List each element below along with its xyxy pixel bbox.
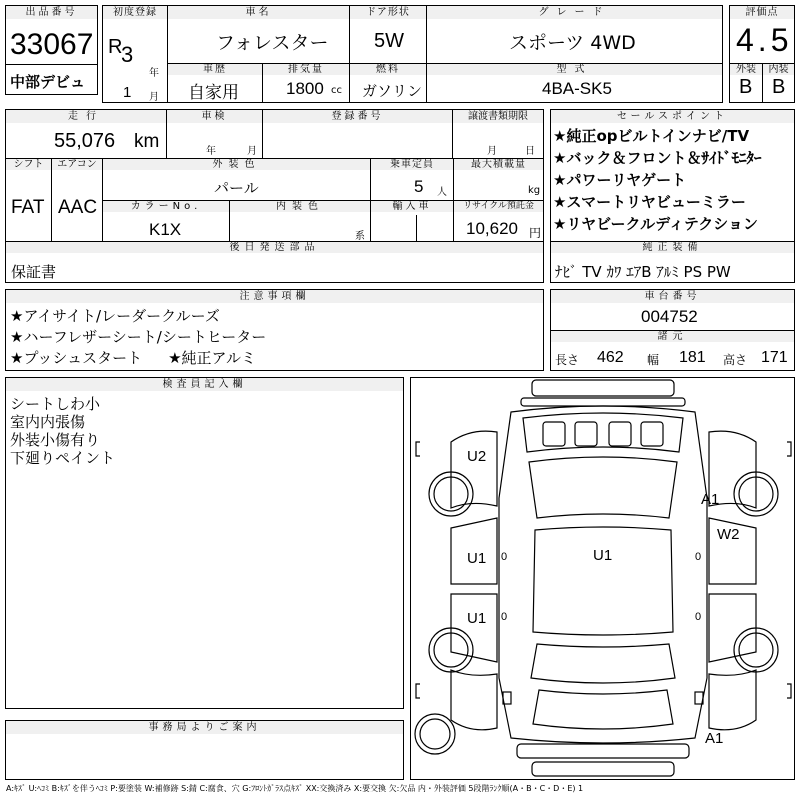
displacement-box	[262, 63, 350, 103]
recycle-amount: 10,620	[466, 219, 518, 238]
lot-number: 33067	[10, 28, 94, 61]
inspector-item: 下廻りペイント	[10, 449, 116, 467]
inspector-item: 室内内張傷	[10, 413, 86, 431]
mileage-box	[5, 109, 167, 159]
max-load-box	[453, 158, 544, 201]
car-name-box	[167, 5, 350, 64]
history-box	[167, 63, 263, 103]
score-box	[729, 5, 795, 64]
note-item: ★ハーフレザーシート/シートヒーター	[10, 328, 267, 346]
damage-diagram	[410, 377, 795, 780]
registration-number-label: 登録番号	[263, 110, 452, 123]
note-item-push-start: ★プッシュスタート	[10, 349, 143, 367]
recycle-unit: 円	[529, 226, 542, 240]
first-registration-label: 初度登録	[103, 6, 167, 19]
era: R	[108, 36, 123, 58]
score: 4.5	[736, 22, 793, 58]
later-parts-label: 後日発送部品	[6, 242, 543, 253]
fuel-label: 燃料	[350, 64, 426, 75]
fuel-box	[349, 63, 427, 103]
door-box	[349, 5, 427, 64]
shift-label: シフト	[6, 159, 51, 170]
aircon-box	[51, 158, 103, 242]
damage-mark-zero: 0	[501, 551, 508, 563]
color-number: K1X	[149, 220, 182, 239]
score-label: 評価点	[730, 6, 794, 19]
later-parts: 保証書	[11, 263, 57, 281]
interior-grade: B	[772, 76, 786, 98]
exterior-grade-box	[729, 63, 763, 103]
damage-mark-u1-center: U1	[593, 547, 613, 564]
sales-point-item: ★パワーリヤゲート	[553, 171, 687, 189]
sales-point-item: ★リヤビークルディテクション	[553, 215, 758, 233]
import-checkbox	[383, 215, 417, 242]
sales-point-item: ★バック＆フロント＆ｻｲﾄﾞﾓﾆﾀｰ	[553, 149, 762, 167]
grade-label: グレード	[427, 6, 722, 19]
equipment-box	[550, 241, 795, 283]
recycle-box	[453, 200, 544, 242]
exterior-color: パール	[214, 179, 259, 197]
capacity-unit: 人	[437, 187, 447, 198]
grade: スポーツ 4WD	[509, 32, 636, 54]
dimensions-box	[550, 330, 795, 371]
dimensions-label: 諸元	[551, 331, 794, 342]
damage-mark-u1-left-front: U1	[467, 550, 487, 567]
chassis-number-label: 車台番号	[551, 290, 794, 303]
aircon-label: エアコン	[52, 159, 102, 170]
damage-mark-zero: 0	[695, 611, 702, 623]
exterior-color-box	[102, 158, 371, 201]
transfer-month-unit: 月	[487, 146, 497, 157]
mileage-unit: km	[134, 131, 160, 152]
car-name-label: 車名	[168, 6, 349, 19]
model-code: 4BA-SK5	[542, 79, 612, 98]
interior-color-box	[229, 200, 371, 242]
equipment: ﾅﾋﾞ TV ｶﾜ ｴｱB ｱﾙﾐ PS PW	[555, 263, 731, 281]
shift: FAT	[11, 197, 45, 218]
year-unit: 年	[149, 68, 159, 79]
car-name: フォレスター	[216, 32, 329, 54]
month-unit: 月	[149, 92, 159, 103]
sales-points-box	[550, 109, 795, 242]
note-item	[10, 348, 543, 369]
capacity-box	[370, 158, 454, 201]
model-label: 型式	[427, 64, 722, 75]
capacity: 5	[414, 177, 424, 196]
exterior-color-label: 外装色	[103, 159, 370, 170]
lot-number-label: 出品番号	[6, 6, 97, 19]
damage-legend: A:ｷｽﾞ U:ﾍｺﾐ B:ｷｽﾞを伴うﾍｺﾐ P:要塗装 W:補修跡 S:錆 C:腐食、穴 G:ﾌﾛﾝﾄｶﾞﾗｽ点ｷｽﾞ XX:交換済み X:要交換 欠:欠品 内・外装評価 5段階ﾗﾝｸ順(A・B・C・D・E) 1	[6, 784, 584, 793]
note-item: ★アイサイト/レーダークルーズ	[10, 307, 220, 325]
damage-mark-zero: 0	[501, 611, 508, 623]
max-load-unit: kg	[528, 185, 541, 196]
first-registration-box	[102, 5, 168, 103]
debut-label: 中部デビュ	[10, 73, 86, 91]
color-number-box	[102, 200, 230, 242]
chassis-number-box	[550, 289, 795, 331]
sales-points-label: セールスポイント	[551, 110, 794, 123]
history: 自家用	[188, 83, 239, 103]
displacement: 1800	[286, 79, 324, 98]
height: 171	[761, 349, 788, 366]
notes-label: 注意事項欄	[6, 290, 543, 303]
max-load-label: 最大積載量	[454, 159, 543, 170]
inspector-box	[5, 377, 404, 709]
debut-box	[5, 64, 98, 95]
registration-number-box	[262, 109, 453, 159]
sales-point-item: ★純正opビルトインナビ/TV	[553, 127, 750, 145]
inspector-item: 外装小傷有り	[10, 431, 101, 449]
car-outline-diagram	[411, 378, 795, 780]
month: 1	[123, 84, 132, 101]
interior-grade-box	[762, 63, 795, 103]
inspector-label: 検査員記入欄	[6, 378, 403, 391]
damage-mark-a1-bottom: A1	[705, 730, 724, 747]
height-label: 高さ	[723, 353, 748, 367]
capacity-label: 乗車定員	[371, 159, 453, 170]
damage-mark-w2: W2	[717, 526, 740, 543]
history-label: 車歴	[168, 64, 262, 75]
later-parts-box	[5, 241, 544, 283]
transfer-deadline-label: 譲渡書類期限	[453, 110, 543, 123]
color-number-label: カラーNo.	[103, 201, 229, 212]
note-item-alloy: ★純正アルミ	[168, 349, 256, 367]
interior-color-label: 内装色	[230, 201, 370, 212]
door-label: ドア形状	[350, 6, 426, 19]
recycle-label: リサイクル預託金	[454, 201, 543, 212]
era-year: 3	[121, 42, 134, 67]
inspector-item: シートしわ小	[10, 395, 101, 413]
width: 181	[679, 349, 706, 366]
inspection-month-unit: 月	[247, 146, 257, 157]
displacement-unit: cc	[331, 85, 342, 96]
length: 462	[597, 349, 624, 366]
door-type: 5W	[374, 30, 404, 52]
office-label: 事務局よりご案内	[6, 721, 403, 734]
interior-label: 内装	[763, 64, 794, 75]
grade-box	[426, 5, 723, 64]
aircon: AAC	[58, 197, 98, 218]
office-box	[5, 720, 404, 780]
transfer-day-unit: 日	[525, 146, 535, 157]
mileage: 55,076	[54, 130, 116, 152]
transfer-deadline-box	[452, 109, 544, 159]
shift-box	[5, 158, 52, 242]
inspection-box	[166, 109, 263, 159]
equipment-label: 純正装備	[551, 242, 794, 253]
mileage-label: 走行	[6, 110, 166, 123]
notes-box	[5, 289, 544, 371]
damage-mark-u2: U2	[467, 448, 487, 465]
damage-mark-u1-left-rear: U1	[467, 610, 487, 627]
chassis-number: 004752	[641, 307, 698, 326]
inspection-year-unit: 年	[206, 146, 216, 157]
length-label: 長さ	[555, 353, 580, 367]
width-label: 幅	[647, 353, 660, 367]
import-label: 輸入車	[371, 201, 453, 212]
displacement-label: 排気量	[263, 64, 349, 75]
import-box	[370, 200, 454, 242]
damage-mark-a1-right: A1	[701, 491, 720, 508]
fuel: ガソリン	[362, 82, 423, 100]
exterior-grade: B	[739, 76, 753, 98]
exterior-label: 外装	[730, 64, 762, 75]
sales-point-item: ★スマートリヤビューミラー	[553, 193, 746, 211]
interior-color-unit: 系	[355, 231, 365, 242]
model-box	[426, 63, 723, 103]
damage-mark-zero: 0	[695, 551, 702, 563]
inspection-label: 車検	[167, 110, 262, 123]
